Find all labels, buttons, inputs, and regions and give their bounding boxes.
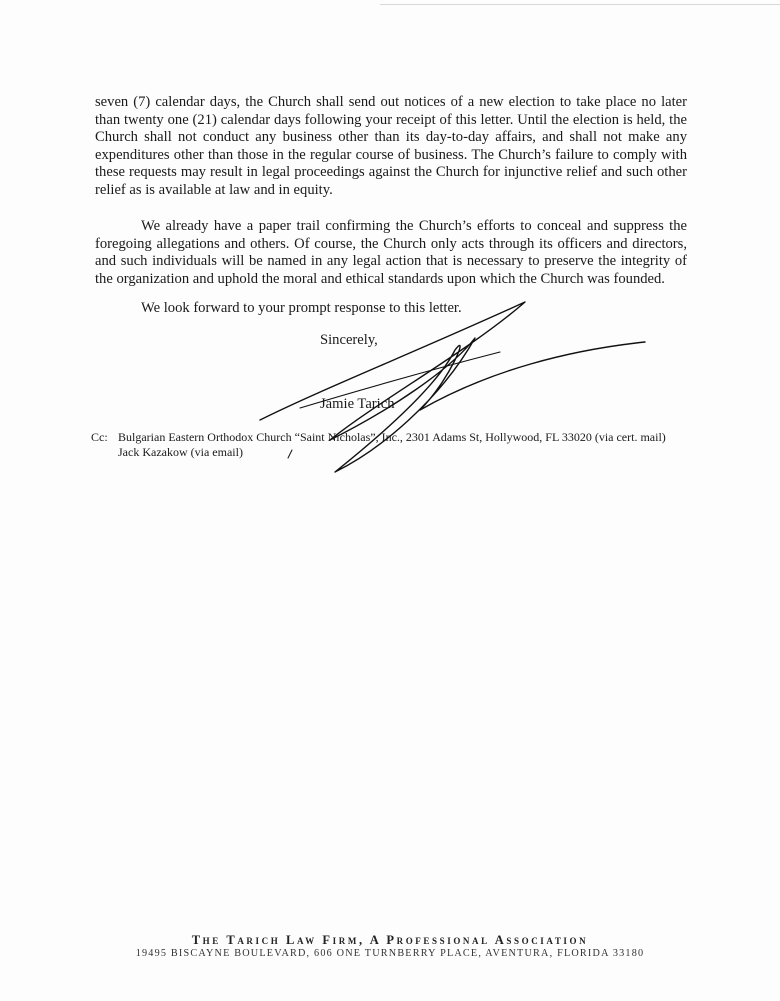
cc-label: Cc: <box>91 430 108 444</box>
cc-recipient-church: Bulgarian Eastern Orthodox Church “Saint Nicholas”, Inc., 2301 Adams St, Hollywood, FL 33020 (via cert. mail) <box>118 430 666 444</box>
signer-name: Jamie Tarich <box>320 396 395 412</box>
cc-recipient-kazakow: Jack Kazakow (via email) <box>118 445 243 459</box>
footer-firm-name: The Tarich Law Firm, A Professional Association <box>191 933 589 947</box>
footer-firm-address: 19495 BISCAYNE BOULEVARD, 606 ONE TURNBERRY PLACE, AVENTURA, FLORIDA 33180 <box>135 948 645 959</box>
carbon-copy-block <box>91 430 666 460</box>
paragraph-prompt-response: We look forward to your prompt response to this letter. <box>141 300 462 316</box>
closing-salutation: Sincerely, <box>320 332 378 348</box>
paragraph-election-notice: seven (7) calendar days, the Church shall send out notices of a new election to take place no later than twenty one (21) calendar days following your receipt of this letter. Until the election is held, the Church shall not conduct any business other than its day-to-day affairs, and shall not make any expenditures other than those in the regular course of business. The Church’s failure to comply with these requests may result in legal proceedings against the Church for injunctive relief and such other relief as is available at law and in equity. <box>95 94 687 198</box>
scan-artifact-line <box>380 4 780 5</box>
paragraph-paper-trail: We already have a paper trail confirming the Church’s efforts to conceal and suppress the foregoing allegations and others. Of course, the Church only acts through its officers and directors, and such individuals will be named in any legal action that is necessary to preserve the integrity of the organization and uphold the moral and ethical standards upon which the Church was founded. <box>95 218 687 287</box>
